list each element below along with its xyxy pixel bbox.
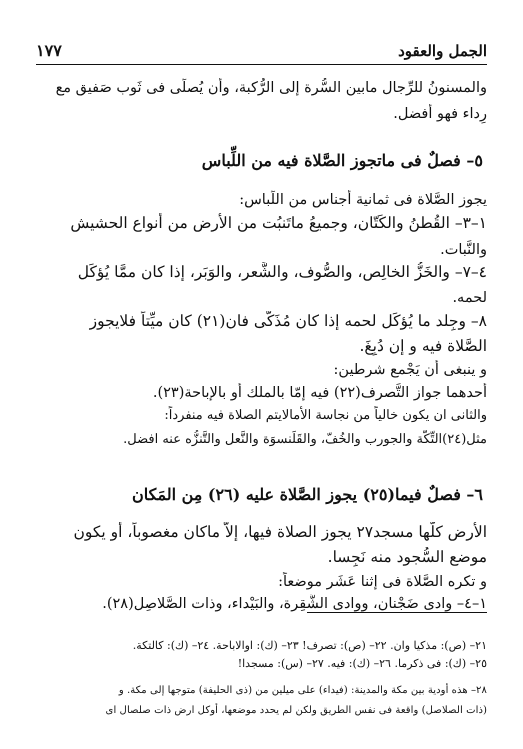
footnote-divider bbox=[307, 612, 487, 613]
text-line: أحدهما جواز التَّصرف(٢٢) فيه إمّا بالملك أو بالإباحة(٢٣). bbox=[152, 385, 487, 401]
text-line: رِداء فهو أفضل. bbox=[393, 106, 487, 122]
section-heading: ٥– فصلٌ فى ماتجوز الصَّلاة فيه من اللِّباس bbox=[201, 151, 483, 170]
footnote-line: (ذات الصلاصل) واقعة فى نفس الطريق ولكن لم يحدد موضعها، أوكل ارض ذات صلصال اى bbox=[105, 705, 487, 716]
text-line: والنَّبات. bbox=[440, 242, 487, 258]
text-line: الصَّلاة فيه و إن دُبِغَ. bbox=[359, 337, 487, 355]
text-line: والثانى ان يكون خالياً من نجاسة الأمالايتم الصلاة فيه منفرداً: bbox=[164, 408, 487, 423]
footnote-line: ٢١– (ص): مذكيا وان. ٢٢– (ص): تصرف! ٢٣– (ك): اوالاباحة. ٢٤– (ك): كالتكة. bbox=[132, 639, 487, 652]
text-line: ١–٤– وادى ضَجْنان، ووادى الشَّقِرة، والبَيْداء، وذات الصَّلاصِل(٢٨). bbox=[102, 596, 487, 612]
text-line: الأَرض كلُّها مسجد٢٧ يجوز الصلاة فيها، إلاّ ماكان مغصوباً، أو يكون bbox=[73, 523, 487, 541]
text-line: موضع السُّجود منه نَجِسا. bbox=[327, 548, 487, 566]
text-line: ٨– وجِلد ما يُؤكَل لحمه إذا كان مُذَكّى فان(٢١) كان ميِّتاً فلايجوز bbox=[89, 312, 487, 330]
text-line: ٤–٧– والخَزُّ الخالِص، والصُّوف، والشَّعر، والوَبَر، إذا كان ممَّا يُؤكَل bbox=[77, 263, 487, 281]
text-line: لحمه. bbox=[452, 290, 487, 306]
text-line: يجوز الصَّلاة فى ثمانية أجناس من اللِّباس: bbox=[239, 192, 487, 208]
page-header bbox=[36, 36, 487, 65]
text-line: مثل(٢٤)التِّكَّة والجورب والخُفّ، والقَلَنسوَة والنَّعل والتَّنزُّه عنه افضل. bbox=[123, 432, 487, 447]
page-number: ١٧٧ bbox=[36, 41, 62, 60]
footnote-line: ٢٥– (ك): فى ذكرما. ٢٦– (ك): فيه. ٢٧– (س): مسجدا! bbox=[237, 657, 487, 670]
footnote-line: ٢٨– هذه أودية بين مكة والمدينة: (فيداء) على ميلين من (ذى الحليفة) متوجها إلى مكة. و bbox=[118, 685, 487, 696]
running-head: الجمل والعقود bbox=[398, 42, 487, 60]
text-line: والمسنونُ للرِّجال مابين السُّرة إلى الرُّكبة، وأن يُصلِّى فى ثَوب صَفيق مع bbox=[55, 80, 487, 96]
section-heading: ٦– فصلٌ فيما(٢٥) يجوز الصَّلاة عليه (٢٦) مِن المَكان bbox=[132, 485, 483, 504]
text-line: و ينبغى أن يَجْمع شرطين: bbox=[333, 362, 487, 378]
text-line: و تكره الصَّلاة فى إثنا عَشَر موضعاً: bbox=[278, 574, 487, 590]
text-line: ١–٣– القُطنُ والكَتّان، وجميعُ ماتَنبُت من الأَرض من أنواع الحشيش bbox=[70, 214, 487, 232]
